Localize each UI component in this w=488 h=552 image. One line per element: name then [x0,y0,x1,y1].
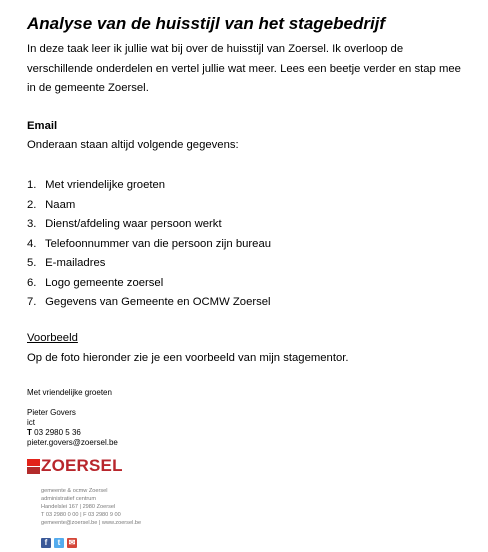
voorbeeld-heading: Voorbeeld [27,332,78,344]
twitter-icon[interactable]: t [54,538,64,548]
intro-paragraph: In deze taak leer ik jullie wat bij over de huisstijl van Zoersel. Ik overloop de verschillende onderdelen en vertel jullie wat meer. Lees een beetje verder en stap mee in de gemeente Zoersel. [27,43,461,94]
list-item-label: Logo gemeente zoersel [45,276,164,289]
list-item [27,293,271,313]
phone-label: T [27,428,32,437]
social-icons [41,538,77,548]
zoersel-logo [27,457,123,475]
list-item-label: Naam [45,198,76,211]
list-item [27,215,271,235]
email-description: Onderaan staan altijd volgende gegevens: [27,139,239,151]
list-item-number: 3. [27,218,37,230]
voorbeeld-description: Op de foto hieronder zie je een voorbeeld van mijn stagementor. [27,352,349,364]
zoersel-logo-mark-icon [27,459,40,474]
address-line: Handelslei 167 | 2980 Zoersel [41,504,116,510]
list-item-label: Gegevens van Gemeente en OCMW Zoersel [45,296,271,308]
list-item-number: 6. [27,276,37,289]
list-item [27,196,271,216]
address-line: gemeente & ocmw Zoersel [41,488,108,494]
signature-department: ict [27,418,35,427]
list-item-number: 2. [27,198,37,211]
list-item-label: Dienst/afdeling waar persoon werkt [45,218,222,230]
email-items-list [27,176,271,313]
zoersel-logo-text: ZOERSEL [41,456,123,475]
list-item-number: 1. [27,179,37,191]
signature-name: Pieter Govers [27,408,76,417]
list-item [27,235,271,255]
list-item-label: E-mailadres [45,257,106,269]
signature-email: pieter.govers@zoersel.be [27,438,118,447]
signature-greeting: Met vriendelijke groeten [27,388,112,397]
list-item-number: 4. [27,237,37,250]
list-item [27,254,271,274]
page-title: Analyse van de huisstijl van het stagebedrijf [27,14,386,33]
list-item-label: Telefoonnummer van die persoon zijn bureau [44,237,272,250]
mail-icon[interactable]: ✉ [68,538,76,547]
phone-number: 03 2980 5 36 [34,428,81,437]
email-heading: Email [27,120,58,132]
list-item-number: 5. [27,257,37,269]
list-item [27,176,271,196]
facebook-icon[interactable]: f [41,538,51,548]
list-item-number: 7. [27,296,37,308]
address-line: T 03 2980 0 00 | F 03 2980 9 00 [41,512,121,518]
list-item [27,274,271,294]
signature-phone [27,428,81,438]
signature-address-block [41,487,141,527]
address-line: administratief centrum [41,496,97,502]
address-line: gemeente@zoersel.be | www.zoersel.be [41,520,142,526]
list-item-label: Met vriendelijke groeten [45,179,166,191]
